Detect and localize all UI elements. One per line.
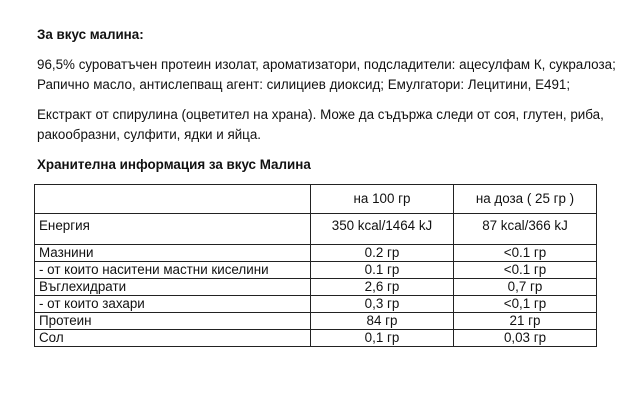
table-header-row	[35, 185, 597, 214]
table-row	[35, 296, 597, 313]
row-per-100g: 0,1 гр	[311, 330, 454, 347]
row-per-100g: 350 kcal/1464 kJ	[311, 214, 454, 245]
table-row	[35, 279, 597, 296]
row-label: Мазнини	[35, 245, 311, 262]
header-cell-per-100g: на 100 гр	[311, 185, 454, 214]
extract-line-2: ракообразни, сулфити, ядки и яйца.	[37, 127, 262, 142]
row-label: Енергия	[35, 214, 311, 245]
row-per-serving: <0.1 гр	[454, 262, 597, 279]
row-label: Въглехидрати	[35, 279, 311, 296]
row-label: Протеин	[35, 313, 311, 330]
ingredients-line-1: 96,5% суроватъчен протеин изолат, ароматизатори, подсладители: ацесулфам К, сукралоза;	[37, 57, 616, 72]
ingredients-line-2: Рапично масло, антислепващ агент: силициев диоксид; Емулгатори: Лецитини, Е491;	[37, 77, 571, 92]
row-per-serving: 0,7 гр	[454, 279, 597, 296]
row-per-serving: <0,1 гр	[454, 296, 597, 313]
row-per-serving: 87 kcal/366 kJ	[454, 214, 597, 245]
row-label: - от които наситени мастни киселини	[35, 262, 311, 279]
row-per-100g: 84 гр	[311, 313, 454, 330]
row-per-serving: 21 гр	[454, 313, 597, 330]
flavor-heading: За вкус малина:	[37, 27, 144, 42]
table-row	[35, 330, 597, 347]
table-row	[35, 245, 597, 262]
row-label: - от които захари	[35, 296, 311, 313]
row-per-100g: 0,3 гр	[311, 296, 454, 313]
table-row	[35, 214, 597, 245]
nutrition-title: Хранителна информация за вкус Малина	[37, 157, 311, 172]
row-per-serving: 0,03 гр	[454, 330, 597, 347]
row-per-100g: 0.2 гр	[311, 245, 454, 262]
table-row	[35, 313, 597, 330]
table-row	[35, 262, 597, 279]
row-per-100g: 2,6 гр	[311, 279, 454, 296]
nutrition-table	[34, 184, 597, 347]
row-label: Сол	[35, 330, 311, 347]
row-per-100g: 0.1 гр	[311, 262, 454, 279]
row-per-serving: <0.1 гр	[454, 245, 597, 262]
header-cell-per-serving: на доза ( 25 гр )	[454, 185, 597, 214]
header-cell-label	[35, 185, 311, 214]
extract-line-1: Екстракт от спирулина (оцветител на храна). Може да съдържа следи от соя, глутен, риба,	[37, 107, 604, 122]
